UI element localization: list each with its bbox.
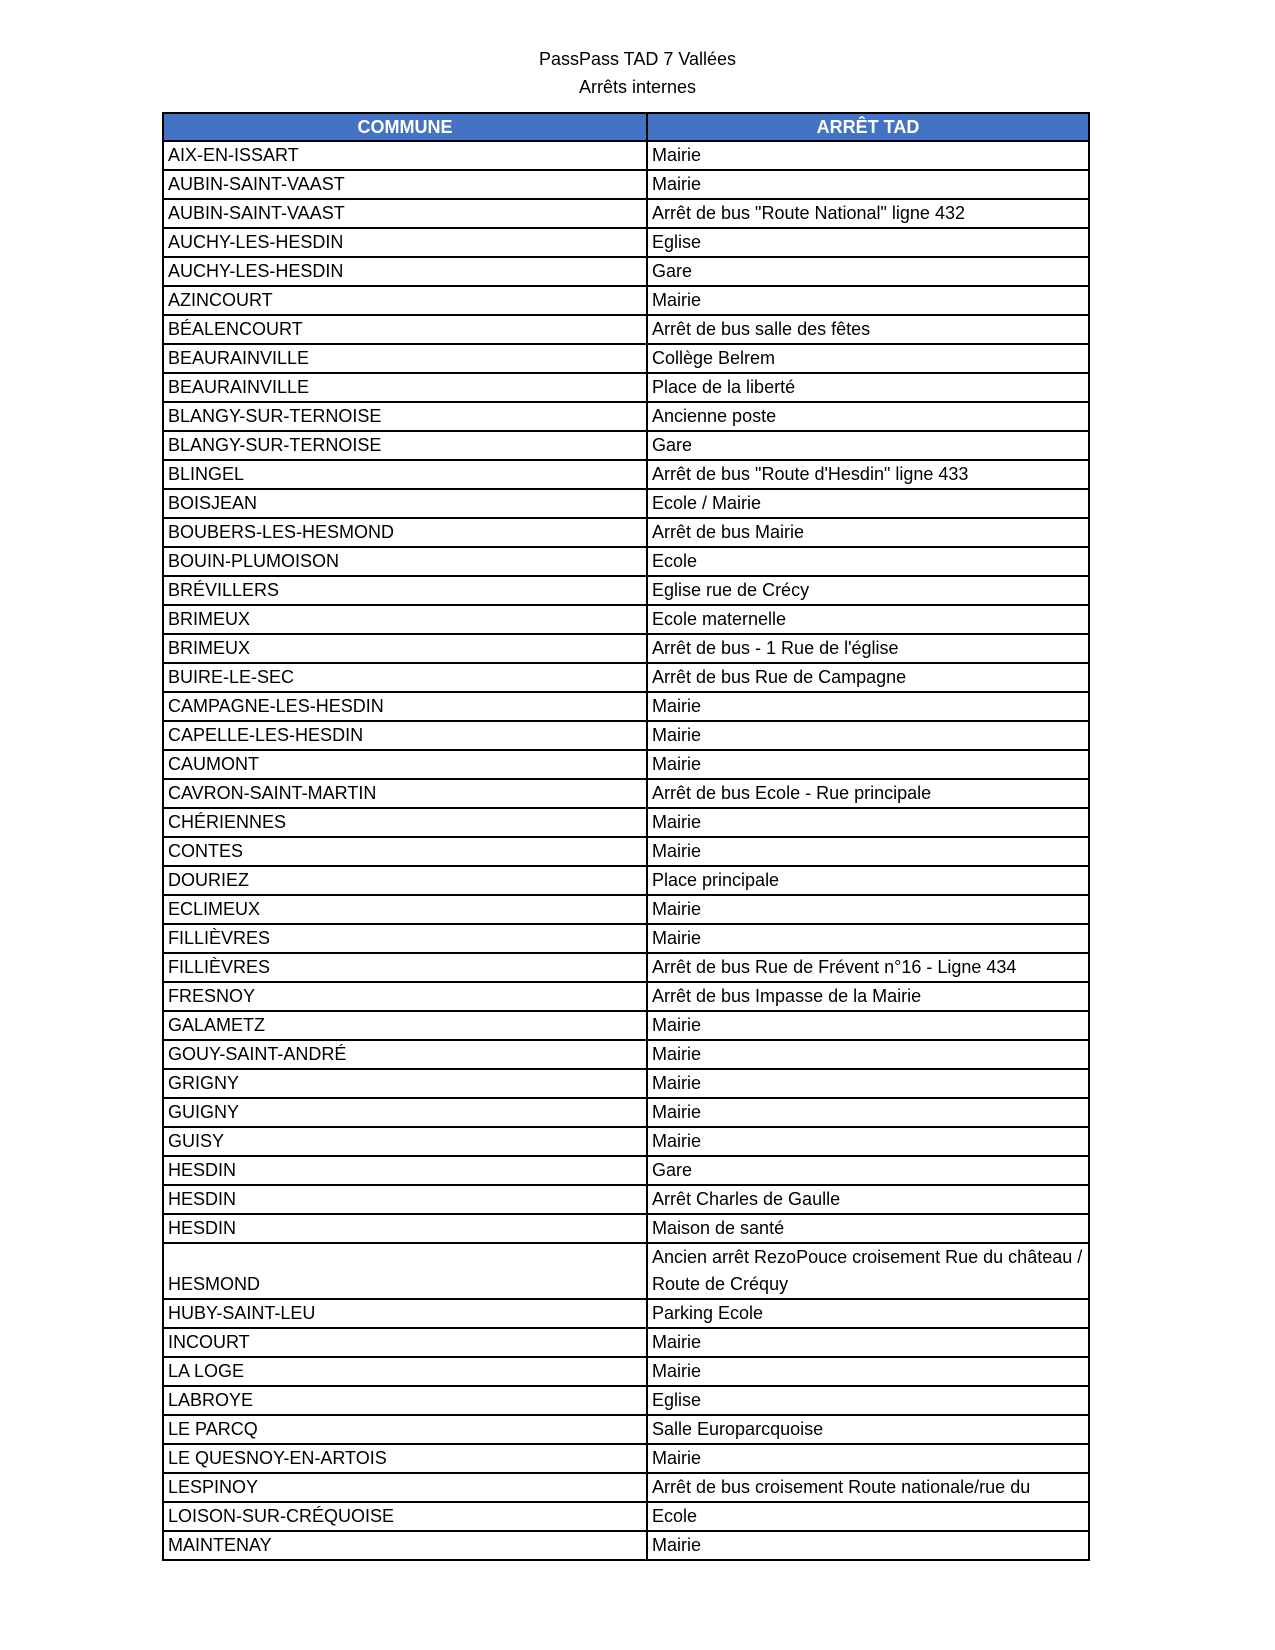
table-row bbox=[163, 344, 1089, 373]
table-row bbox=[163, 489, 1089, 518]
commune-cell: HESMOND bbox=[163, 1243, 647, 1299]
table-row bbox=[163, 1127, 1089, 1156]
column-header-arret: ARRÊT TAD bbox=[647, 113, 1089, 141]
table-row bbox=[163, 866, 1089, 895]
stops-table bbox=[162, 112, 1090, 1561]
table-header-row bbox=[163, 113, 1089, 141]
commune-cell: FRESNOY bbox=[163, 982, 647, 1011]
table-row bbox=[163, 199, 1089, 228]
commune-cell: MAINTENAY bbox=[163, 1531, 647, 1560]
arret-cell: Mairie bbox=[647, 1098, 1089, 1127]
commune-cell: LABROYE bbox=[163, 1386, 647, 1415]
commune-cell: HESDIN bbox=[163, 1185, 647, 1214]
arret-cell: Mairie bbox=[647, 141, 1089, 170]
arret-cell: Salle Europarcquoise bbox=[647, 1415, 1089, 1444]
table-row bbox=[163, 1299, 1089, 1328]
table-row bbox=[163, 547, 1089, 576]
commune-cell: GUIGNY bbox=[163, 1098, 647, 1127]
table-row bbox=[163, 1156, 1089, 1185]
commune-cell: BEAURAINVILLE bbox=[163, 344, 647, 373]
commune-cell: BLANGY-SUR-TERNOISE bbox=[163, 402, 647, 431]
arret-cell: Mairie bbox=[647, 1444, 1089, 1473]
table-row bbox=[163, 779, 1089, 808]
table-row bbox=[163, 170, 1089, 199]
arret-cell: Ecole bbox=[647, 1502, 1089, 1531]
commune-cell: AUCHY-LES-HESDIN bbox=[163, 228, 647, 257]
table-row bbox=[163, 721, 1089, 750]
table-body bbox=[163, 141, 1089, 1560]
table-row bbox=[163, 402, 1089, 431]
arret-cell: Arrêt de bus Rue de Campagne bbox=[647, 663, 1089, 692]
table-row bbox=[163, 460, 1089, 489]
commune-cell: BEAURAINVILLE bbox=[163, 373, 647, 402]
table-row bbox=[163, 808, 1089, 837]
table-row bbox=[163, 1214, 1089, 1243]
table-row bbox=[163, 1357, 1089, 1386]
arret-cell: Eglise bbox=[647, 1386, 1089, 1415]
table-row bbox=[163, 1098, 1089, 1127]
arret-cell: Mairie bbox=[647, 1040, 1089, 1069]
table-row bbox=[163, 953, 1089, 982]
commune-cell: CHÉRIENNES bbox=[163, 808, 647, 837]
commune-cell: HESDIN bbox=[163, 1214, 647, 1243]
commune-cell: LA LOGE bbox=[163, 1357, 647, 1386]
commune-cell: CAVRON-SAINT-MARTIN bbox=[163, 779, 647, 808]
arret-cell: Arrêt de bus - 1 Rue de l'église bbox=[647, 634, 1089, 663]
commune-cell: AUCHY-LES-HESDIN bbox=[163, 257, 647, 286]
arret-cell: Ecole bbox=[647, 547, 1089, 576]
commune-cell: BRIMEUX bbox=[163, 605, 647, 634]
commune-cell: BLINGEL bbox=[163, 460, 647, 489]
arret-cell: Ecole maternelle bbox=[647, 605, 1089, 634]
table-row bbox=[163, 431, 1089, 460]
commune-cell: INCOURT bbox=[163, 1328, 647, 1357]
arret-cell: Gare bbox=[647, 431, 1089, 460]
commune-cell: GRIGNY bbox=[163, 1069, 647, 1098]
arret-cell: Mairie bbox=[647, 1127, 1089, 1156]
arret-cell: Arrêt de bus "Route National" ligne 432 bbox=[647, 199, 1089, 228]
arret-cell: Mairie bbox=[647, 170, 1089, 199]
arret-cell: Mairie bbox=[647, 837, 1089, 866]
commune-cell: GOUY-SAINT-ANDRÉ bbox=[163, 1040, 647, 1069]
table-row bbox=[163, 692, 1089, 721]
commune-cell: CAPELLE-LES-HESDIN bbox=[163, 721, 647, 750]
table-row bbox=[163, 895, 1089, 924]
arret-cell: Arrêt de bus Rue de Frévent n°16 - Ligne 434 bbox=[647, 953, 1089, 982]
commune-cell: BOUIN-PLUMOISON bbox=[163, 547, 647, 576]
arret-cell: Mairie bbox=[647, 1011, 1089, 1040]
table-row bbox=[163, 315, 1089, 344]
table-row bbox=[163, 1531, 1089, 1560]
commune-cell: BOISJEAN bbox=[163, 489, 647, 518]
table-row bbox=[163, 228, 1089, 257]
arret-cell: Mairie bbox=[647, 750, 1089, 779]
commune-cell: GUISY bbox=[163, 1127, 647, 1156]
arret-cell: Place principale bbox=[647, 866, 1089, 895]
table-row bbox=[163, 373, 1089, 402]
table-row bbox=[163, 1185, 1089, 1214]
arret-cell: Ancien arrêt RezoPouce croisement Rue du château / Route de Créquy bbox=[647, 1243, 1089, 1299]
commune-cell: HUBY-SAINT-LEU bbox=[163, 1299, 647, 1328]
arret-cell: Arrêt Charles de Gaulle bbox=[647, 1185, 1089, 1214]
commune-cell: BOUBERS-LES-HESMOND bbox=[163, 518, 647, 547]
commune-cell: LE PARCQ bbox=[163, 1415, 647, 1444]
table-row bbox=[163, 634, 1089, 663]
arret-cell: Ecole / Mairie bbox=[647, 489, 1089, 518]
arret-cell: Mairie bbox=[647, 1069, 1089, 1098]
table-row bbox=[163, 141, 1089, 170]
commune-cell: BLANGY-SUR-TERNOISE bbox=[163, 431, 647, 460]
table-row bbox=[163, 605, 1089, 634]
commune-cell: BÉALENCOURT bbox=[163, 315, 647, 344]
commune-cell: AUBIN-SAINT-VAAST bbox=[163, 199, 647, 228]
table-row bbox=[163, 663, 1089, 692]
commune-cell: BRIMEUX bbox=[163, 634, 647, 663]
arret-cell: Mairie bbox=[647, 286, 1089, 315]
arret-cell: Mairie bbox=[647, 1357, 1089, 1386]
arret-cell: Maison de santé bbox=[647, 1214, 1089, 1243]
commune-cell: LESPINOY bbox=[163, 1473, 647, 1502]
arret-cell: Arrêt de bus croisement Route nationale/rue du bbox=[647, 1473, 1089, 1502]
table-row bbox=[163, 1415, 1089, 1444]
table-row bbox=[163, 1328, 1089, 1357]
commune-cell: AUBIN-SAINT-VAAST bbox=[163, 170, 647, 199]
arret-cell: Mairie bbox=[647, 1531, 1089, 1560]
arret-cell: Arrêt de bus Mairie bbox=[647, 518, 1089, 547]
table-row bbox=[163, 1444, 1089, 1473]
arret-cell: Mairie bbox=[647, 721, 1089, 750]
table-row bbox=[163, 257, 1089, 286]
commune-cell: AZINCOURT bbox=[163, 286, 647, 315]
table-row bbox=[163, 1473, 1089, 1502]
table-row bbox=[163, 924, 1089, 953]
commune-cell: LOISON-SUR-CRÉQUOISE bbox=[163, 1502, 647, 1531]
table-row bbox=[163, 1069, 1089, 1098]
arret-cell: Ancienne poste bbox=[647, 402, 1089, 431]
table-row bbox=[163, 286, 1089, 315]
commune-cell: LE QUESNOY-EN-ARTOIS bbox=[163, 1444, 647, 1473]
table-row bbox=[163, 982, 1089, 1011]
arret-cell: Arrêt de bus Impasse de la Mairie bbox=[647, 982, 1089, 1011]
commune-cell: FILLIÈVRES bbox=[163, 924, 647, 953]
commune-cell: CAUMONT bbox=[163, 750, 647, 779]
arret-cell: Arrêt de bus Ecole - Rue principale bbox=[647, 779, 1089, 808]
arret-cell: Mairie bbox=[647, 808, 1089, 837]
commune-cell: CAMPAGNE-LES-HESDIN bbox=[163, 692, 647, 721]
document-title: PassPass TAD 7 Vallées bbox=[538, 49, 737, 69]
table-row bbox=[163, 576, 1089, 605]
arret-cell: Mairie bbox=[647, 895, 1089, 924]
table-row bbox=[163, 1011, 1089, 1040]
commune-cell: HESDIN bbox=[163, 1156, 647, 1185]
arret-cell: Mairie bbox=[647, 692, 1089, 721]
arret-cell: Mairie bbox=[647, 924, 1089, 953]
arret-cell: Arrêt de bus "Route d'Hesdin" ligne 433 bbox=[647, 460, 1089, 489]
commune-cell: DOURIEZ bbox=[163, 866, 647, 895]
arret-cell: Gare bbox=[647, 257, 1089, 286]
arret-cell: Eglise bbox=[647, 228, 1089, 257]
arret-cell: Collège Belrem bbox=[647, 344, 1089, 373]
arret-cell: Parking Ecole bbox=[647, 1299, 1089, 1328]
commune-cell: GALAMETZ bbox=[163, 1011, 647, 1040]
table-row bbox=[163, 750, 1089, 779]
table-row bbox=[163, 1040, 1089, 1069]
arret-cell: Gare bbox=[647, 1156, 1089, 1185]
commune-cell: ECLIMEUX bbox=[163, 895, 647, 924]
table-row bbox=[163, 837, 1089, 866]
column-header-commune: COMMUNE bbox=[163, 113, 647, 141]
commune-cell: AIX-EN-ISSART bbox=[163, 141, 647, 170]
commune-cell: CONTES bbox=[163, 837, 647, 866]
table-row bbox=[163, 1243, 1089, 1299]
table-row bbox=[163, 1502, 1089, 1531]
commune-cell: FILLIÈVRES bbox=[163, 953, 647, 982]
arret-cell: Arrêt de bus salle des fêtes bbox=[647, 315, 1089, 344]
arret-cell: Mairie bbox=[647, 1328, 1089, 1357]
document-subtitle: Arrêts internes bbox=[578, 77, 697, 97]
commune-cell: BRÉVILLERS bbox=[163, 576, 647, 605]
table-row bbox=[163, 1386, 1089, 1415]
table-row bbox=[163, 518, 1089, 547]
document-header bbox=[0, 45, 1275, 101]
arret-cell: Place de la liberté bbox=[647, 373, 1089, 402]
commune-cell: BUIRE-LE-SEC bbox=[163, 663, 647, 692]
arret-cell: Eglise rue de Crécy bbox=[647, 576, 1089, 605]
